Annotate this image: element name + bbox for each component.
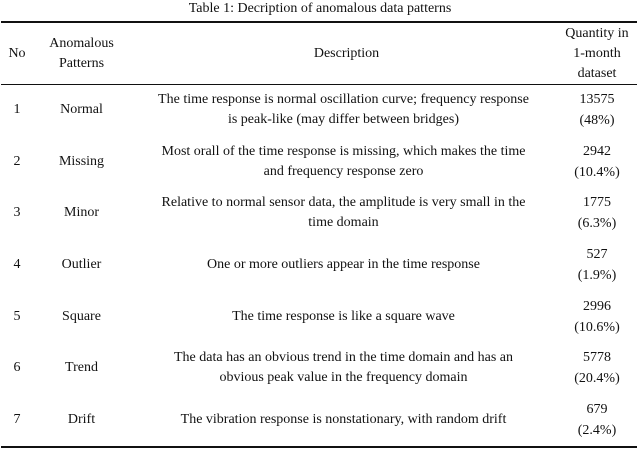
row-pattern: Drift bbox=[67, 411, 96, 427]
header-pattern bbox=[33, 23, 130, 84]
row-count: 1775 bbox=[583, 195, 611, 211]
row-description bbox=[130, 342, 557, 394]
row-quantity bbox=[557, 187, 637, 239]
table-row bbox=[1, 239, 637, 291]
header-pattern-line1: Anomalous bbox=[49, 35, 114, 51]
row-percent: (10.6%) bbox=[574, 319, 620, 335]
row-count: 527 bbox=[586, 246, 608, 262]
row-description-line2: time domain bbox=[308, 215, 379, 231]
header-pattern-line2: Patterns bbox=[58, 55, 105, 71]
row-no: 3 bbox=[13, 205, 21, 221]
header-quantity bbox=[557, 23, 637, 84]
row-no: 7 bbox=[13, 411, 21, 427]
row-description-line1: The data has an obvious trend in the time domain and has an bbox=[173, 350, 514, 366]
header-quantity-line3: dataset bbox=[577, 65, 617, 81]
row-count: 2942 bbox=[583, 143, 611, 159]
row-pattern: Normal bbox=[60, 101, 103, 117]
row-quantity bbox=[557, 136, 637, 188]
row-count: 13575 bbox=[579, 91, 615, 107]
row-count: 679 bbox=[586, 401, 608, 417]
row-percent: (6.3%) bbox=[577, 216, 617, 232]
row-count: 5778 bbox=[583, 350, 611, 366]
row-description-line1: The time response is normal oscillation curve; frequency response bbox=[158, 91, 529, 107]
header-description: Description bbox=[313, 45, 380, 61]
table-row bbox=[1, 84, 637, 136]
table-row bbox=[1, 342, 637, 394]
row-quantity bbox=[557, 239, 637, 291]
row-description bbox=[130, 239, 557, 291]
row-no: 2 bbox=[13, 153, 21, 169]
row-percent: (2.4%) bbox=[577, 422, 617, 438]
row-percent: (10.4%) bbox=[574, 164, 620, 180]
row-quantity bbox=[557, 291, 637, 343]
row-description bbox=[130, 84, 557, 136]
table-row bbox=[1, 291, 637, 343]
header-row bbox=[1, 23, 637, 84]
table-row bbox=[1, 187, 637, 239]
row-pattern: Missing bbox=[58, 153, 105, 169]
row-description bbox=[130, 291, 557, 343]
row-pattern: Minor bbox=[64, 205, 99, 221]
row-description-line2: obvious peak value in the frequency domain bbox=[219, 370, 468, 386]
row-description-line2: and frequency response zero bbox=[263, 163, 424, 179]
bottom-rule bbox=[1, 446, 637, 448]
row-description bbox=[130, 187, 557, 239]
row-description-line1: The time response is like a square wave bbox=[232, 308, 455, 324]
row-description-line1: One or more outliers appear in the time response bbox=[207, 256, 480, 272]
row-description bbox=[130, 136, 557, 188]
header-quantity-line1: Quantity in bbox=[565, 25, 629, 41]
header-no: No bbox=[8, 45, 26, 61]
row-quantity bbox=[557, 84, 637, 136]
row-no: 5 bbox=[13, 308, 21, 324]
row-no: 4 bbox=[13, 256, 21, 272]
table-row bbox=[1, 136, 637, 188]
anomalous-patterns-table bbox=[1, 23, 637, 446]
row-pattern: Outlier bbox=[61, 256, 102, 272]
header-quantity-line2: 1-month bbox=[573, 45, 621, 61]
row-description bbox=[130, 394, 557, 446]
row-description-line1: Most orall of the time response is missing, which makes the time bbox=[161, 143, 526, 159]
row-description-line1: The vibration response is nonstationary, with random drift bbox=[180, 411, 507, 427]
row-pattern: Square bbox=[62, 308, 101, 324]
row-quantity bbox=[557, 394, 637, 446]
row-description-line2: is peak-like (may differ between bridges) bbox=[227, 111, 460, 127]
row-percent: (48%) bbox=[579, 112, 615, 128]
row-quantity bbox=[557, 342, 637, 394]
row-percent: (20.4%) bbox=[574, 371, 620, 387]
row-percent: (1.9%) bbox=[577, 267, 617, 283]
table-caption: Table 1: Decription of anomalous data patterns bbox=[188, 1, 452, 16]
row-pattern: Trend bbox=[65, 360, 98, 376]
row-no: 6 bbox=[13, 360, 21, 376]
table-row bbox=[1, 394, 637, 446]
row-no: 1 bbox=[13, 101, 21, 117]
row-count: 2996 bbox=[583, 298, 611, 314]
row-description-line1: Relative to normal sensor data, the amplitude is very small in the bbox=[161, 195, 526, 211]
